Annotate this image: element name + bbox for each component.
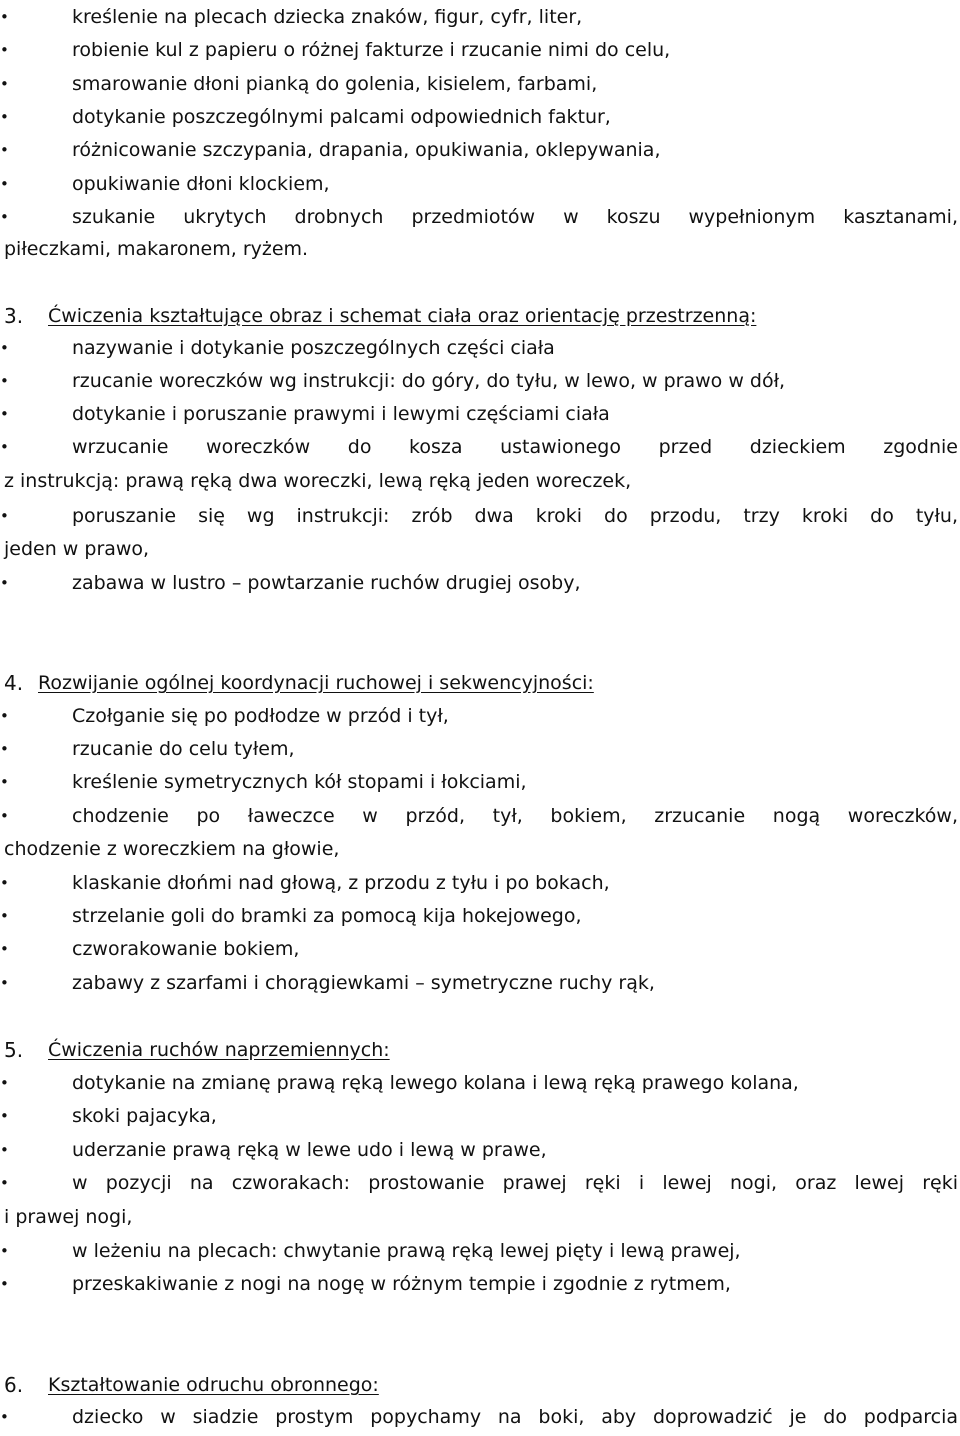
- list-item-text: wrzucanie woreczków do kosza ustawionego przed dzieckiem zgodnie: [72, 436, 958, 458]
- list-item: [0, 397, 958, 431]
- bullet: •: [0, 974, 9, 992]
- bullet: •: [0, 574, 9, 592]
- list-item-text: klaskanie dłońmi nad głową, z przodu z tyłu i po bokach,: [72, 872, 610, 894]
- section-number: 5.: [4, 1038, 24, 1062]
- bullet: •: [0, 75, 9, 93]
- list-item: [0, 1400, 958, 1434]
- list-item-continuation-text: jeden w prawo,: [4, 538, 150, 560]
- list-item: [0, 899, 958, 933]
- bullet: •: [0, 41, 9, 59]
- list-item: [0, 566, 958, 600]
- list-item-text: w pozycji na czworakach: prostowanie prawej ręki i lewej nogi, oraz lewej ręki: [72, 1172, 958, 1194]
- list-item-text: kreślenie na plecach dziecka znaków, figur, cyfr, liter,: [72, 6, 583, 28]
- list-item-text: dziecko w siadzie prostym popychamy na boki, aby doprowadzić je do podparcia: [72, 1406, 958, 1428]
- bullet: •: [0, 707, 9, 725]
- bullet: •: [0, 874, 9, 892]
- bullet: •: [0, 372, 9, 390]
- list-item-text: dotykanie poszczególnymi palcami odpowiednich faktur,: [72, 106, 611, 128]
- list-item: [0, 932, 958, 966]
- section-number: 3.: [4, 304, 24, 328]
- bullet: •: [0, 208, 9, 226]
- bullet: •: [0, 773, 9, 791]
- list-item-continuation: [0, 232, 958, 266]
- bullet: •: [0, 1242, 9, 1260]
- section-heading: [0, 666, 958, 700]
- bullet: •: [0, 807, 9, 825]
- section-title: Ćwiczenia ruchów naprzemiennych:: [48, 1039, 390, 1061]
- bullet: •: [0, 1141, 9, 1159]
- bullet: •: [0, 740, 9, 758]
- list-item-text: kreślenie symetrycznych kół stopami i łokciami,: [72, 771, 527, 793]
- list-item: [0, 167, 958, 201]
- list-item: [0, 1166, 958, 1200]
- list-item-text: w leżeniu na plecach: chwytanie prawą ręką lewej pięty i lewą prawej,: [72, 1240, 741, 1262]
- list-item-text: opukiwanie dłoni klockiem,: [72, 173, 330, 195]
- list-item: [0, 1099, 958, 1133]
- list-item: [0, 1267, 958, 1301]
- list-item-text: dotykanie na zmianę prawą ręką lewego kolana i lewą ręką prawego kolana,: [72, 1072, 799, 1094]
- bullet: •: [0, 507, 9, 525]
- bullet: •: [0, 108, 9, 126]
- bullet: •: [0, 8, 9, 26]
- section-title: Ćwiczenia kształtujące obraz i schemat ciała oraz orientację przestrzenną:: [48, 305, 757, 327]
- bullet: •: [0, 405, 9, 423]
- list-item-text: czworakowanie bokiem,: [72, 938, 300, 960]
- section-number: 6.: [4, 1373, 24, 1397]
- bullet: •: [0, 1408, 9, 1426]
- list-item: [0, 966, 958, 1000]
- bullet: •: [0, 1074, 9, 1092]
- bullet: •: [0, 907, 9, 925]
- list-item-text: uderzanie prawą ręką w lewe udo i lewą w prawe,: [72, 1139, 547, 1161]
- list-item: [0, 331, 958, 365]
- list-item-text: rzucanie do celu tyłem,: [72, 738, 295, 760]
- list-item-text: zabawy z szarfami i chorągiewkami – symetryczne ruchy rąk,: [72, 972, 655, 994]
- list-item-continuation: [0, 1200, 958, 1234]
- list-item: [0, 1234, 958, 1268]
- list-item-continuation-text: i prawej nogi,: [4, 1206, 133, 1228]
- list-item-text: skoki pajacyka,: [72, 1105, 217, 1127]
- list-item-continuation: [0, 532, 958, 566]
- list-item-continuation: [0, 464, 958, 498]
- section-number: 4.: [4, 671, 24, 695]
- list-item-text: strzelanie goli do bramki za pomocą kija hokejowego,: [72, 905, 582, 927]
- list-item: [0, 799, 958, 833]
- list-item-text: dotykanie i poruszanie prawymi i lewymi częściami ciała: [72, 403, 610, 425]
- list-item: [0, 499, 958, 533]
- list-item: [0, 67, 958, 101]
- list-item-continuation-text: chodzenie z woreczkiem na głowie,: [4, 838, 340, 860]
- list-item: [0, 1066, 958, 1100]
- list-item-text: poruszanie się wg instrukcji: zrób dwa kroki do przodu, trzy kroki do tyłu,: [72, 505, 958, 527]
- list-item: [0, 0, 958, 34]
- list-item-text: przeskakiwanie z nogi na nogę w różnym tempie i zgodnie z rytmem,: [72, 1273, 731, 1295]
- list-item-text: nazywanie i dotykanie poszczególnych części ciała: [72, 337, 555, 359]
- bullet: •: [0, 438, 9, 456]
- list-item-text: różnicowanie szczypania, drapania, opukiwania, oklepywania,: [72, 139, 661, 161]
- section-heading: [0, 299, 958, 333]
- list-item-text: chodzenie po ławeczce w przód, tył, bokiem, zrzucanie nogą woreczków,: [72, 805, 958, 827]
- list-item-text: smarowanie dłoni pianką do golenia, kisielem, farbami,: [72, 73, 598, 95]
- bullet: •: [0, 339, 9, 357]
- list-item-text: rzucanie woreczków wg instrukcji: do góry, do tyłu, w lewo, w prawo w dół,: [72, 370, 786, 392]
- section-title: Kształtowanie odruchu obronnego:: [48, 1374, 379, 1396]
- section-heading: [0, 1033, 958, 1067]
- bullet: •: [0, 1174, 9, 1192]
- list-item-continuation: [0, 832, 958, 866]
- section-heading: [0, 1368, 958, 1402]
- list-item: [0, 133, 958, 167]
- list-item-continuation-text: piłeczkami, makaronem, ryżem.: [4, 238, 309, 260]
- list-item: [0, 765, 958, 799]
- section-title: Rozwijanie ogólnej koordynacji ruchowej i sekwencyjności:: [38, 672, 594, 694]
- list-item: [0, 364, 958, 398]
- list-item: [0, 699, 958, 733]
- list-item: [0, 1133, 958, 1167]
- list-item: [0, 732, 958, 766]
- bullet: •: [0, 1275, 9, 1293]
- list-item-text: robienie kul z papieru o różnej fakturze i rzucanie nimi do celu,: [72, 39, 671, 61]
- list-item: [0, 200, 958, 234]
- list-item-text: Czołganie się po podłodze w przód i tył,: [72, 705, 449, 727]
- bullet: •: [0, 1107, 9, 1125]
- list-item-continuation-text: z instrukcją: prawą ręką dwa woreczki, lewą ręką jeden woreczek,: [4, 470, 632, 492]
- bullet: •: [0, 940, 9, 958]
- bullet: •: [0, 141, 9, 159]
- list-item-text: zabawa w lustro – powtarzanie ruchów drugiej osoby,: [72, 572, 581, 594]
- bullet: •: [0, 175, 9, 193]
- list-item-text: szukanie ukrytych drobnych przedmiotów w koszu wypełnionym kasztanami,: [72, 206, 958, 228]
- list-item: [0, 33, 958, 67]
- list-item: [0, 100, 958, 134]
- list-item: [0, 430, 958, 464]
- list-item: [0, 866, 958, 900]
